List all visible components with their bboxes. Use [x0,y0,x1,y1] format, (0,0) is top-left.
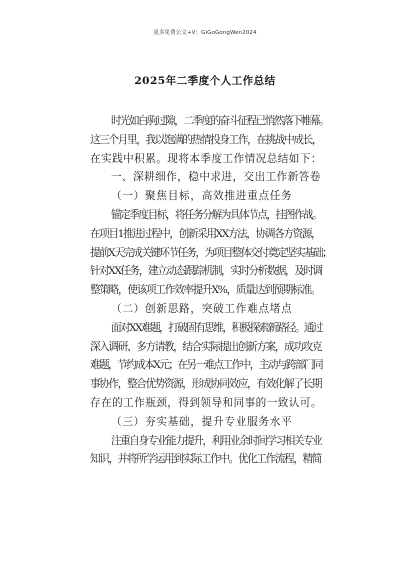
body-line: 深入调研、多方请教，结合实际提出创新方案，成功攻克 [90,340,322,353]
document-body [90,112,332,469]
body-line: （二）创新思路，突破工作难点堵点 [111,302,293,315]
body-line: 提前X天完成关键环节任务，为项目整体交付奠定坚实基础； [90,246,332,259]
body-line: 知识，并将所学运用到实际工作中。优化工作流程，精简 [90,453,322,466]
body-line: （一）聚焦目标，高效推进重点任务 [111,190,293,203]
body-line: 面对XX难题，打破固有思维，积极探索新路径。通过 [111,321,322,334]
body-line: 注重自身专业能力提升，利用业余时间学习相关专业 [111,434,322,447]
body-line: （三）夯实基础，提升专业服务水平 [111,415,293,428]
body-line: 存在的工作瓶颈，得到领导和同事的一致认可。 [90,396,322,409]
body-line: 在项目1推进过程中，创新采用XX方法，协调各方资源， [90,227,321,240]
body-line: 这三个月里，我以饱满的热情投身工作，在挑战中成长， [90,133,322,146]
body-line: 整策略，使该项工作效率提升X%，质量达到预期标准。 [90,284,321,297]
body-line: 在实践中积累。现将本季度工作情况总结如下： [90,152,322,165]
body-line: 事协作，整合优势资源，形成协同效应，有效化解了长期 [90,378,322,391]
body-line: 难题，节约成本X元；在另一难点工作中，主动与跨部门同 [90,359,323,372]
header-note: 更多免费公文+V：GiGoGongWen2024 [153,30,257,36]
body-line: 一、深耕细作，稳中求进，交出工作新答卷 [111,171,321,184]
body-line: 时光如白驹过隙，二季度的奋斗征程已悄然落下帷幕。 [111,115,329,127]
body-line: 锚定季度目标，将任务分解为具体节点，挂图作战。 [111,208,322,221]
document-title: 2025年二季度个人工作总结 [134,75,276,87]
body-line: 针对XX任务，建立动态跟踪机制，实时分析数据，及时调 [90,265,322,278]
